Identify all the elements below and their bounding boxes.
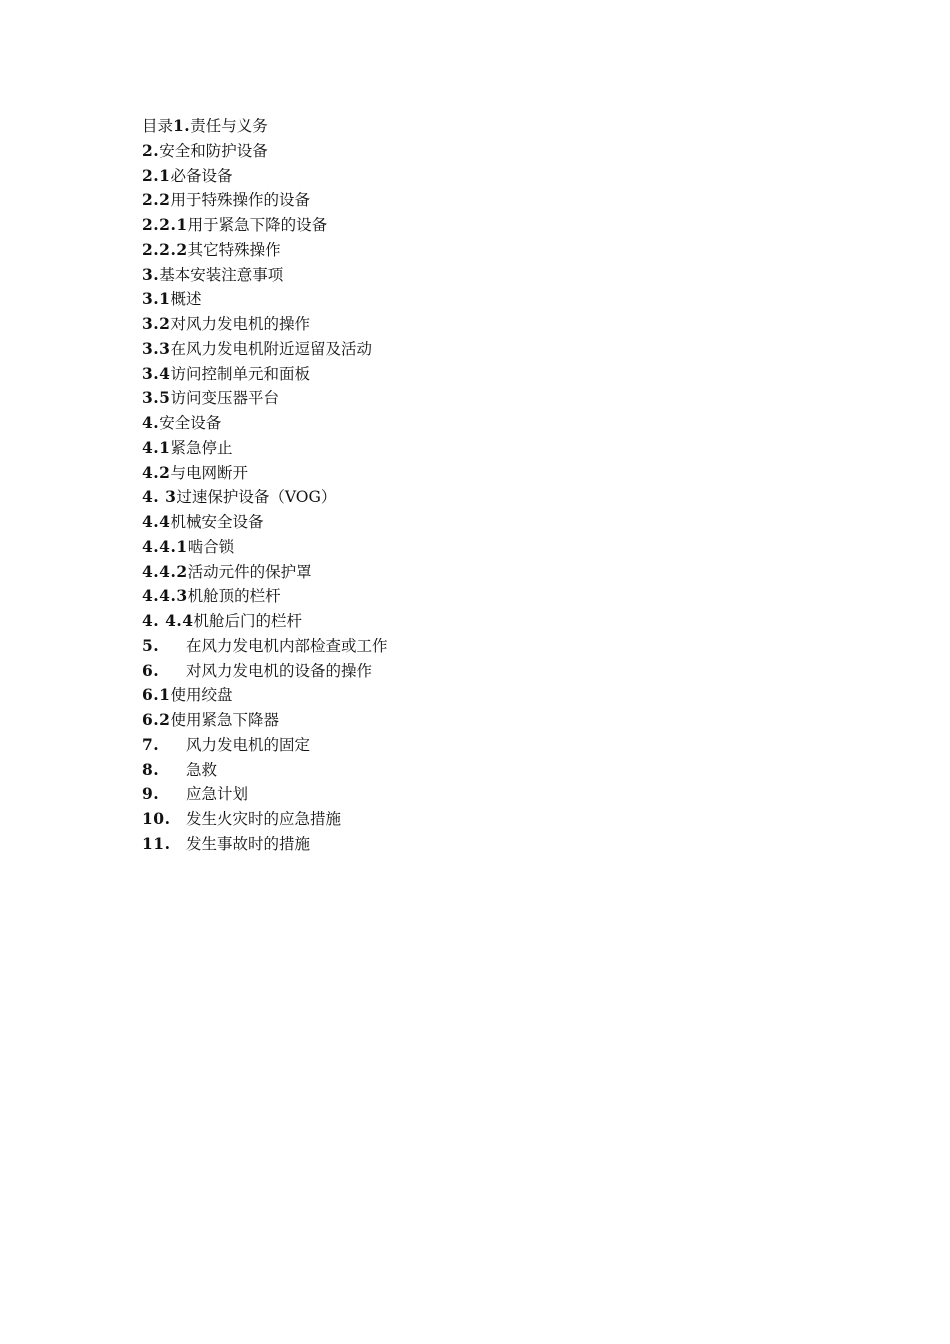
toc-entry	[142, 832, 388, 857]
toc-entry	[142, 535, 388, 560]
toc-entry-number: 3.	[142, 264, 160, 284]
toc-entry	[142, 758, 388, 783]
toc-entry-title: 安全和防护设备	[159, 141, 268, 160]
toc-entry-number: 4.4.2	[142, 561, 188, 581]
toc-entry-title: 机械安全设备	[170, 513, 264, 531]
toc-entry-number: 4. 4.4	[142, 611, 194, 630]
toc-heading-label: 目录	[142, 117, 174, 135]
toc-entry-title: 对风力发电机的操作	[170, 315, 310, 333]
toc-entry	[142, 114, 388, 139]
toc-entry-title: 啮合锁	[187, 537, 235, 556]
toc-entry-number: 6.2	[142, 710, 171, 729]
toc-entry-number: 2.2.1	[142, 215, 188, 234]
toc-entry-number: 10.	[142, 809, 171, 828]
toc-entry-number: 4.2	[142, 462, 171, 482]
toc-entry	[142, 560, 388, 585]
toc-entry-number: 8.	[142, 759, 160, 779]
toc-entry	[142, 461, 388, 486]
toc-entry-title: 活动元件的保护罩	[187, 562, 312, 581]
toc-entry-number: 2.	[142, 140, 160, 160]
toc-entry-title: 访问变压器平台	[170, 389, 279, 408]
toc-entry-number: 3.4	[142, 363, 171, 383]
toc-entry-number: 11.	[142, 833, 171, 853]
toc-entry-title: 过速保护设备（VOG）	[176, 488, 337, 507]
toc-entry-number: 3.5	[142, 388, 171, 408]
toc-entry	[142, 213, 388, 238]
toc-entry-number: 4. 3	[142, 487, 177, 507]
toc-entry	[142, 139, 388, 164]
toc-entry	[142, 238, 388, 263]
toc-entry	[142, 362, 388, 387]
toc-entry-title: 用于特殊操作的设备	[170, 191, 310, 210]
toc-entry-title: 其它特殊操作	[187, 240, 281, 259]
toc-entry-title: 对风力发电机的设备的操作	[186, 661, 373, 680]
toc-entry	[142, 386, 388, 411]
toc-entry	[142, 733, 388, 758]
toc-entry	[142, 683, 388, 708]
toc-entry	[142, 188, 388, 213]
table-of-contents	[142, 114, 388, 857]
toc-entry-title: 发生火灾时的应急措施	[186, 810, 342, 828]
toc-entry	[142, 287, 388, 312]
toc-entry-number: 2.1	[142, 165, 171, 185]
toc-entry-number: 2.2.2	[142, 239, 188, 259]
toc-entry	[142, 263, 388, 288]
toc-entry-title: 机舱后门的栏杆	[193, 612, 303, 630]
toc-entry	[142, 510, 388, 535]
toc-entry-number: 4.4	[142, 512, 171, 531]
toc-entry-title: 用于紧急下降的设备	[187, 216, 328, 234]
toc-entry	[142, 164, 388, 189]
toc-entry-number: 3.1	[142, 289, 171, 309]
toc-entry-title: 与电网断开	[170, 463, 248, 482]
toc-entry-title: 风力发电机的固定	[186, 735, 311, 754]
toc-entry-number: 2.2	[142, 190, 171, 210]
toc-entry	[142, 609, 388, 634]
toc-entry-title: 使用绞盘	[170, 686, 233, 705]
toc-entry-title: 急救	[186, 760, 218, 779]
toc-entry	[142, 411, 388, 436]
toc-entry-number: 1.	[173, 116, 191, 135]
toc-entry-number: 3.2	[142, 314, 171, 333]
toc-entry	[142, 584, 388, 609]
toc-entry	[142, 337, 388, 362]
toc-entry	[142, 708, 388, 733]
toc-entry-number: 6.	[142, 660, 160, 680]
toc-entry-title: 发生事故时的措施	[186, 834, 311, 853]
toc-entry-title: 紧急停止	[170, 438, 233, 457]
toc-entry-number: 4.4.3	[142, 586, 188, 606]
toc-entry-number: 9.	[142, 784, 160, 804]
toc-entry	[142, 436, 388, 461]
toc-entry-title: 在风力发电机内部检查或工作	[186, 636, 388, 655]
toc-entry-title: 访问控制单元和面板	[170, 364, 310, 383]
toc-entry-number: 5.	[142, 635, 160, 655]
toc-entry-title: 应急计划	[186, 785, 249, 804]
toc-entry	[142, 485, 388, 510]
toc-entry	[142, 312, 388, 337]
toc-entry	[142, 782, 388, 807]
toc-entry-number: 7.	[142, 734, 160, 754]
toc-entry-title: 使用紧急下降器	[170, 711, 279, 729]
toc-entry-title: 机舱顶的栏杆	[187, 587, 281, 606]
toc-entry-number: 4.4.1	[142, 536, 188, 556]
toc-entry-title: 概述	[170, 290, 202, 309]
toc-entry-title: 必备设备	[170, 166, 233, 185]
toc-entry-number: 3.3	[142, 338, 171, 358]
toc-entry-number: 4.1	[142, 437, 171, 457]
toc-entry	[142, 807, 388, 832]
toc-entry-number: 6.1	[142, 685, 171, 705]
toc-entry-number: 4.	[142, 413, 160, 432]
toc-entry-title: 在风力发电机附近逗留及活动	[170, 339, 372, 358]
toc-entry-title: 安全设备	[159, 414, 222, 432]
toc-entry-title: 基本安装注意事项	[159, 265, 284, 284]
toc-entry	[142, 659, 388, 684]
toc-entry	[142, 634, 388, 659]
toc-entry-title: 责任与义务	[190, 117, 268, 135]
